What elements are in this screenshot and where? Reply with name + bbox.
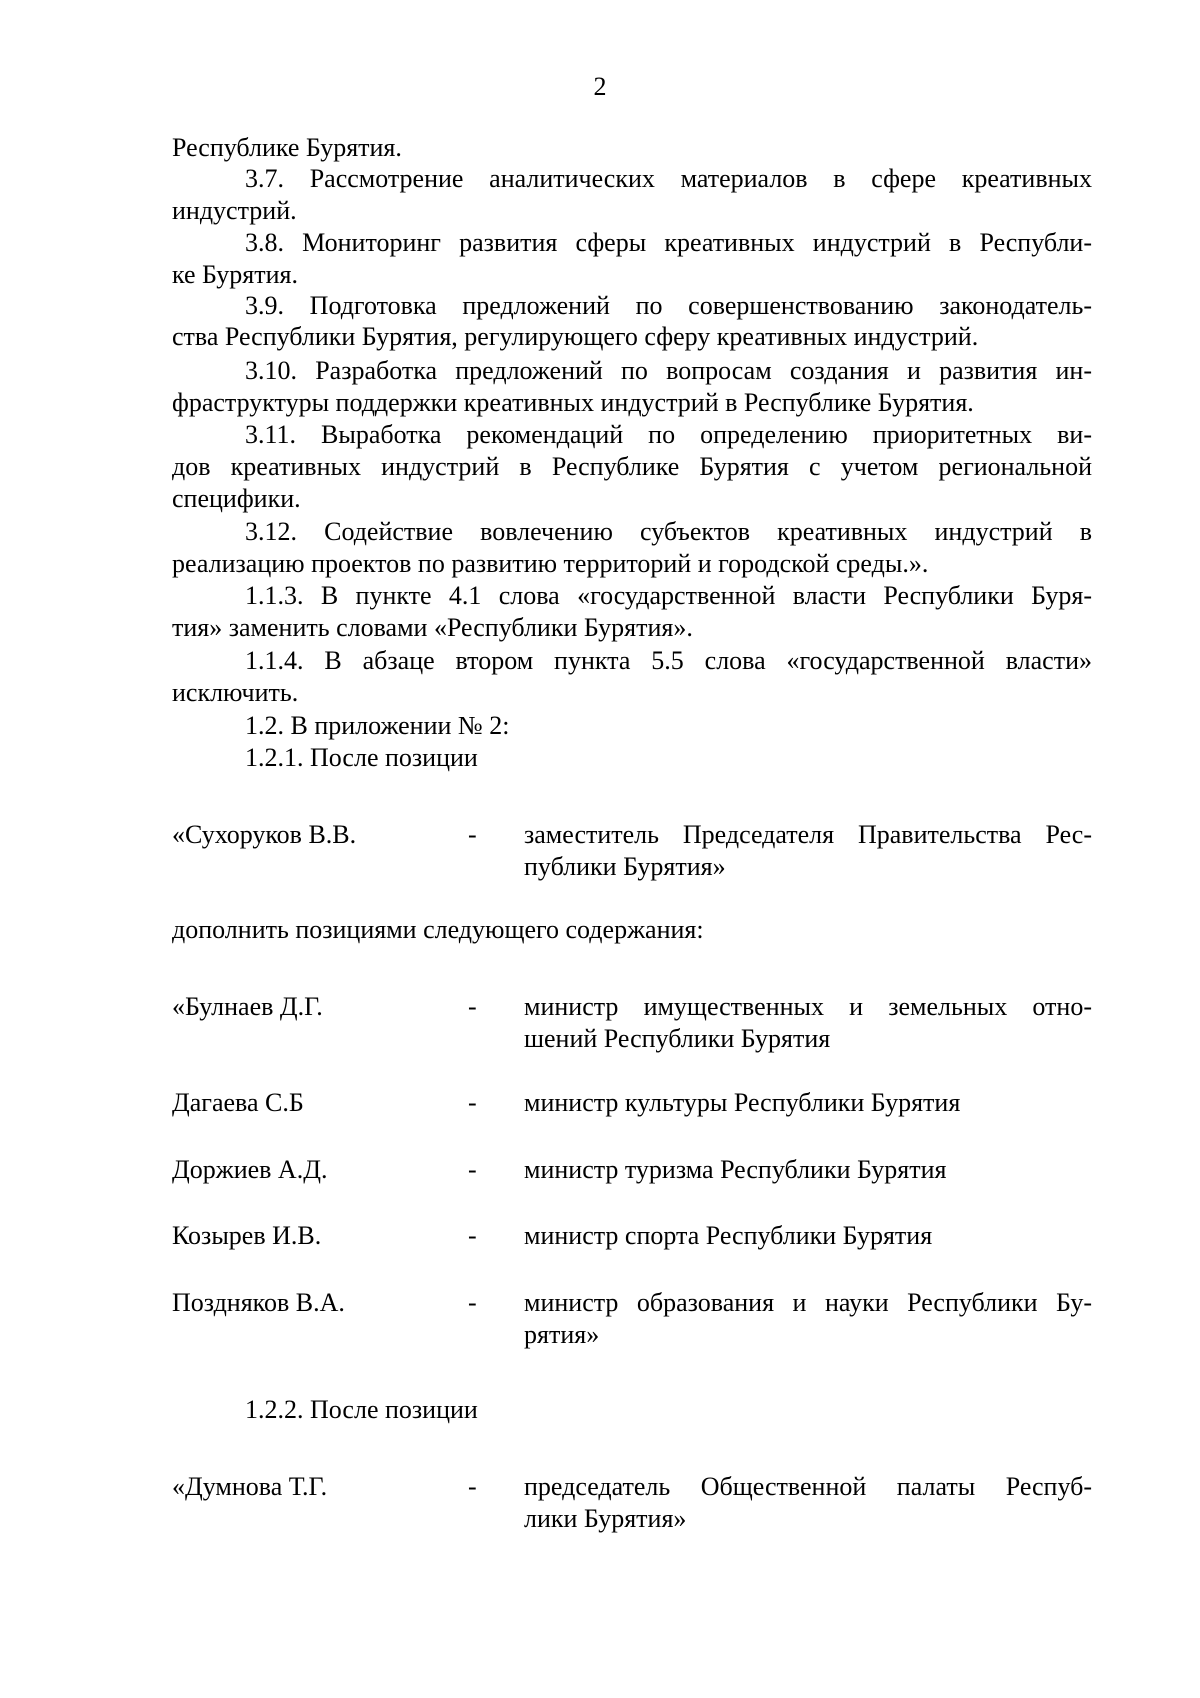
paragraph-3-9-line2: ства Республики Бурятия, регулирующего сферу креативных индустрий. (172, 322, 979, 351)
paragraph-1-2: 1.2. В приложении № 2: (245, 711, 510, 740)
paragraph-3-10-line2: фраструктуры поддержки креативных индустрий в Республике Бурятия. (172, 388, 974, 417)
paragraph-3-8-line1: 3.8. Мониторинг развития сферы креативных индустрий в Республи- (245, 228, 1092, 257)
paragraph-3-8-line2: ке Бурятия. (172, 260, 299, 289)
member-name: Поздняков В.А. (172, 1288, 345, 1317)
position-dash: - (468, 820, 477, 849)
paragraph-1-2-1: 1.2.1. После позиции (245, 743, 478, 772)
paragraph-3-11-line2: дов креативных индустрий в Республике Бурятия с учетом региональной (172, 452, 1092, 481)
paragraph-3-6-tail: Республике Бурятия. (172, 133, 402, 162)
member-dash: - (468, 1221, 477, 1250)
paragraph-1-1-4-line1: 1.1.4. В абзаце втором пункта 5.5 слова «государственной власти» (245, 646, 1092, 675)
member-dash: - (468, 1088, 477, 1117)
paragraph-3-10-line1: 3.10. Разработка предложений по вопросам создания и развития ин- (245, 356, 1092, 385)
member-name: Дагаева С.Б (172, 1088, 304, 1117)
position-role-line1: председатель Общественной палаты Респуб- (524, 1472, 1092, 1501)
member-dash: - (468, 1288, 477, 1317)
member-role-line1: министр образования и науки Республики Бу- (524, 1288, 1092, 1317)
paragraph-1-1-4-line2: исключить. (172, 678, 299, 707)
member-role-line1: министр спорта Республики Бурятия (524, 1221, 933, 1250)
paragraph-3-7-line1: 3.7. Рассмотрение аналитических материалов в сфере креативных (245, 164, 1092, 193)
position-dash: - (468, 1472, 477, 1501)
paragraph-3-12-line1: 3.12. Содействие вовлечению субъектов креативных индустрий в (245, 517, 1092, 546)
position-role-line2: лики Бурятия» (524, 1504, 687, 1533)
member-role-line1: министр туризма Республики Бурятия (524, 1155, 947, 1184)
page-number: 2 (593, 72, 607, 101)
paragraph-3-12-line2: реализацию проектов по развитию территорий и городской среды.». (172, 549, 929, 578)
member-dash: - (468, 992, 477, 1021)
member-role-line2: рятия» (524, 1320, 600, 1349)
member-name: Доржиев А.Д. (172, 1155, 328, 1184)
position-name-dumnova: «Думнова Т.Г. (172, 1472, 328, 1501)
member-dash: - (468, 1155, 477, 1184)
paragraph-1-1-3-line1: 1.1.3. В пункте 4.1 слова «государственной власти Республики Буря- (245, 581, 1092, 610)
supplement-text: дополнить позициями следующего содержания: (172, 915, 704, 944)
paragraph-3-9-line1: 3.9. Подготовка предложений по совершенствованию законодатель- (245, 291, 1092, 320)
member-role-line1: министр культуры Республики Бурятия (524, 1088, 961, 1117)
member-name: Козырев И.В. (172, 1221, 322, 1250)
position-role-line2: публики Бурятия» (524, 852, 726, 881)
position-name-sukhorukov: «Сухоруков В.В. (172, 820, 357, 849)
member-role-line1: министр имущественных и земельных отно- (524, 992, 1092, 1021)
position-role-line1: заместитель Председателя Правительства Рес- (524, 820, 1092, 849)
paragraph-1-2-2: 1.2.2. После позиции (245, 1395, 478, 1424)
member-role-line2: шений Республики Бурятия (524, 1024, 831, 1053)
paragraph-3-11-line1: 3.11. Выработка рекомендаций по определению приоритетных ви- (245, 420, 1092, 449)
paragraph-3-7-line2: индустрий. (172, 196, 297, 225)
paragraph-1-1-3-line2: тия» заменить словами «Республики Бурятия». (172, 613, 693, 642)
paragraph-3-11-line3: специфики. (172, 484, 301, 513)
member-name: «Булнаев Д.Г. (172, 992, 323, 1021)
